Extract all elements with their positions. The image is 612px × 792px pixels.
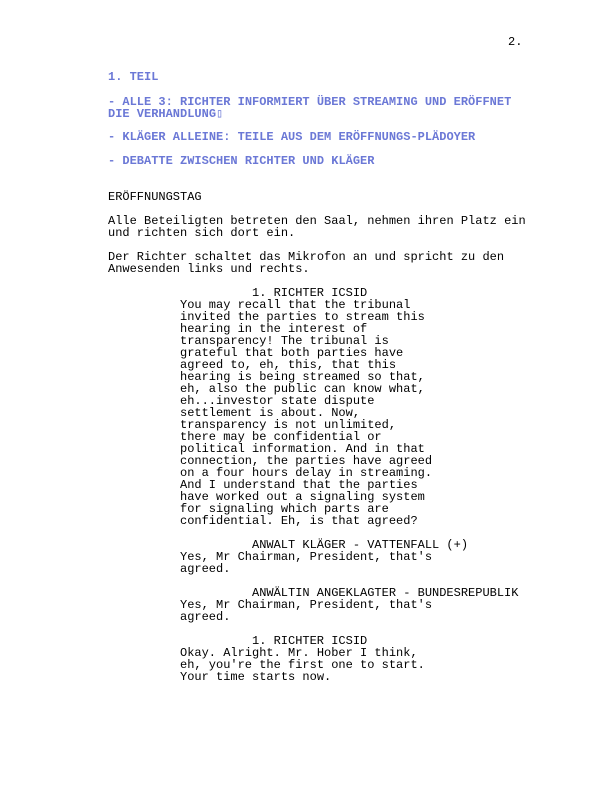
action-2: Der Richter schaltet das Mikrofon an und spricht zu den Anwesenden links und rechts.: [108, 250, 505, 276]
character-cue: 1. RICHTER ICSID: [252, 634, 368, 648]
section-item-2: - KLÄGER ALLEINE: TEILE AUS DEM ERÖFFNUNGS-PLÄDOYER: [108, 130, 476, 144]
dialogue-text: You may recall that the tribunal invited the parties to stream this hearing in the interest of transparency! The tribunal is grateful that both parties have agreed to, eh, this, that this hearing is being streamed so that, eh, also the public can know what, eh...investor state dispute settlement is about. Now, transparency is not unlimited, there may be confidential or political information. And in that connection, the parties have agreed on a four hours delay in streaming. And I understand that the parties have worked out a signaling system for signaling which parts are confidential. Eh, is that agreed?: [180, 298, 433, 528]
character-cue: ANWALT KLÄGER - VATTENFALL (+): [252, 538, 469, 552]
action-1: Alle Beteiligten betreten den Saal, nehmen ihren Platz ein und richten sich dort ein.: [108, 214, 526, 240]
page-number: 2.: [508, 35, 523, 49]
section-item-3: - DEBATTE ZWISCHEN RICHTER UND KLÄGER: [108, 154, 375, 168]
section-part-heading: 1. TEIL: [108, 70, 159, 84]
dialogue-text: Okay. Alright. Mr. Hober I think, eh, you're the first one to start. Your time starts now.: [180, 646, 425, 684]
dialogue-text: Yes, Mr Chairman, President, that's agreed.: [180, 598, 433, 624]
character-cue: 1. RICHTER ICSID: [252, 286, 368, 300]
scene-heading: ERÖFFNUNGSTAG: [108, 190, 202, 204]
dialogue-text: Yes, Mr Chairman, President, that's agreed.: [180, 550, 433, 576]
section-item-1: - ALLE 3: RICHTER INFORMIERT ÜBER STREAMING UND ERÖFFNET DIE VERHANDLUNG▯: [108, 95, 519, 121]
character-cue: ANWÄLTIN ANGEKLAGTER - BUNDESREPUBLIK: [252, 586, 519, 600]
